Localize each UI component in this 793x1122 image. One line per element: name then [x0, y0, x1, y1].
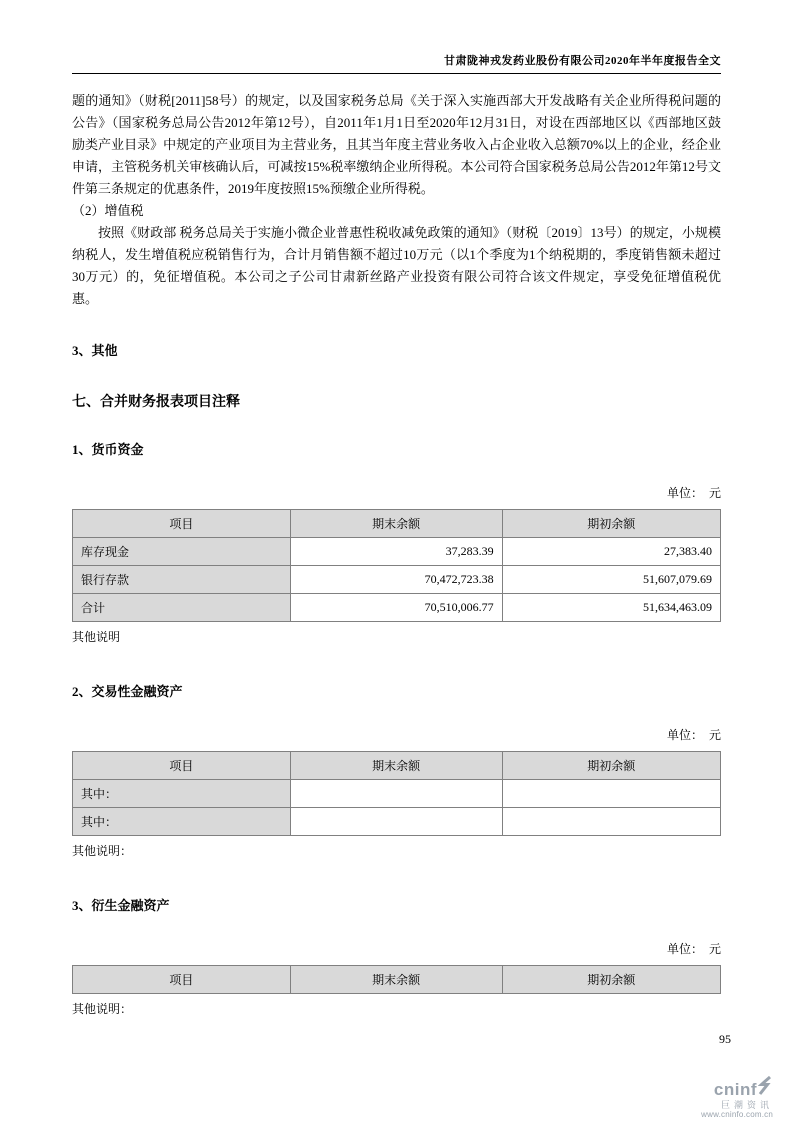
- cell-item-label: 合计: [73, 594, 291, 622]
- table-row: [73, 780, 721, 808]
- heading-other: 3、其他: [72, 343, 118, 358]
- paragraph-tax-policy: 题的通知》（财税[2011]58号）的规定，以及国家税务总局《关于深入实施西部大开发战略有关企业所得税问题的公告》（国家税务总局公告2012年第12号），自2011年1月1日至2020年12月31日，对设在西部地区以《西部地区鼓励类产业目录》中规定的产业项目为主营业务，且其当年度主营业务收入占企业收入总额70%以上的企业，经企业申请，主管税务机关审核确认后，可减按15%税率缴纳企业所得税。本公司符合国家税务总局公告2012年第12号文件第三条规定的优惠条件，2019年度按照15%预缴企业所得税。: [72, 93, 721, 196]
- logo-url: www.cninfo.com.cn: [701, 1110, 773, 1120]
- cell-beginning-value: 51,634,463.09: [502, 594, 720, 622]
- page-content: [72, 0, 721, 1017]
- logo-wordmark: [681, 1076, 773, 1100]
- column-header-item: 项目: [73, 510, 291, 538]
- derivative-table-header-row: [73, 966, 721, 994]
- paragraph-vat-label: （2）增值税: [72, 203, 144, 218]
- trading-table-note: 其他说明：: [72, 844, 133, 858]
- heading-derivative-financial-assets: 3、衍生金融资产: [72, 898, 170, 913]
- page-number: 95: [719, 1032, 731, 1046]
- cell-beginning-value: [502, 808, 720, 836]
- table-row: [73, 538, 721, 566]
- trading-table-header-row: [73, 752, 721, 780]
- table-row: [73, 808, 721, 836]
- unit-label-trading: 单位： 元: [666, 728, 721, 742]
- document-header: [72, 0, 721, 74]
- column-header-item: 项目: [73, 966, 291, 994]
- heading-trading-financial-assets: 2、交易性金融资产: [72, 684, 183, 699]
- cell-ending-value: 37,283.39: [290, 538, 502, 566]
- body-text-block: [72, 90, 721, 310]
- cash-table: [72, 509, 721, 622]
- cell-item-label: 银行存款: [73, 566, 291, 594]
- table-row: [73, 566, 721, 594]
- column-header-ending-balance: 期末余额: [290, 966, 502, 994]
- cell-item-label: 其中：: [73, 808, 291, 836]
- cell-ending-value: 70,510,006.77: [290, 594, 502, 622]
- cell-ending-value: [290, 780, 502, 808]
- derivative-assets-table: [72, 965, 721, 994]
- column-header-item: 项目: [73, 752, 291, 780]
- cell-item-label: 库存现金: [73, 538, 291, 566]
- table-row: [73, 594, 721, 622]
- logo-chinese-name: 巨潮资讯: [720, 1099, 773, 1110]
- cash-table-note: 其他说明: [72, 630, 121, 644]
- cninfo-logo: [681, 1076, 773, 1120]
- logo-text: cninf: [713, 1079, 757, 1099]
- column-header-beginning-balance: 期初余额: [502, 752, 720, 780]
- heading-section-seven: 七、合并财务报表项目注释: [72, 395, 240, 410]
- cell-ending-value: 70,472,723.38: [290, 566, 502, 594]
- cell-item-label: 其中：: [73, 780, 291, 808]
- column-header-ending-balance: 期末余额: [290, 752, 502, 780]
- document-title: 甘肃陇神戎发药业股份有限公司2020年半年度报告全文: [444, 55, 721, 67]
- paragraph-vat-policy: 按照《财政部 税务总局关于实施小微企业普惠性税收减免政策的通知》（财税〔2019〕13号）的规定，小规模纳税人，发生增值税应税销售行为，合计月销售额不超过10万元（以1个季度为1个纳税期的，季度销售额未超过30万元）的，免征增值税。本公司之子公司甘肃新丝路产业投资有限公司符合该文件规定，享受免征增值税优惠。: [72, 225, 721, 306]
- cell-beginning-value: 51,607,079.69: [502, 566, 720, 594]
- cell-beginning-value: [502, 780, 720, 808]
- lightning-s-icon: [758, 1076, 773, 1100]
- column-header-beginning-balance: 期初余额: [502, 510, 720, 538]
- cell-beginning-value: 27,383.40: [502, 538, 720, 566]
- column-header-beginning-balance: 期初余额: [502, 966, 720, 994]
- heading-monetary-funds: 1、货币资金: [72, 442, 144, 457]
- derivative-table-note: 其他说明：: [72, 1002, 133, 1016]
- cash-table-header-row: [73, 510, 721, 538]
- cell-ending-value: [290, 808, 502, 836]
- unit-label-derivative: 单位： 元: [666, 942, 721, 956]
- unit-label-cash: 单位： 元: [666, 486, 721, 500]
- column-header-ending-balance: 期末余额: [290, 510, 502, 538]
- trading-assets-table: [72, 751, 721, 836]
